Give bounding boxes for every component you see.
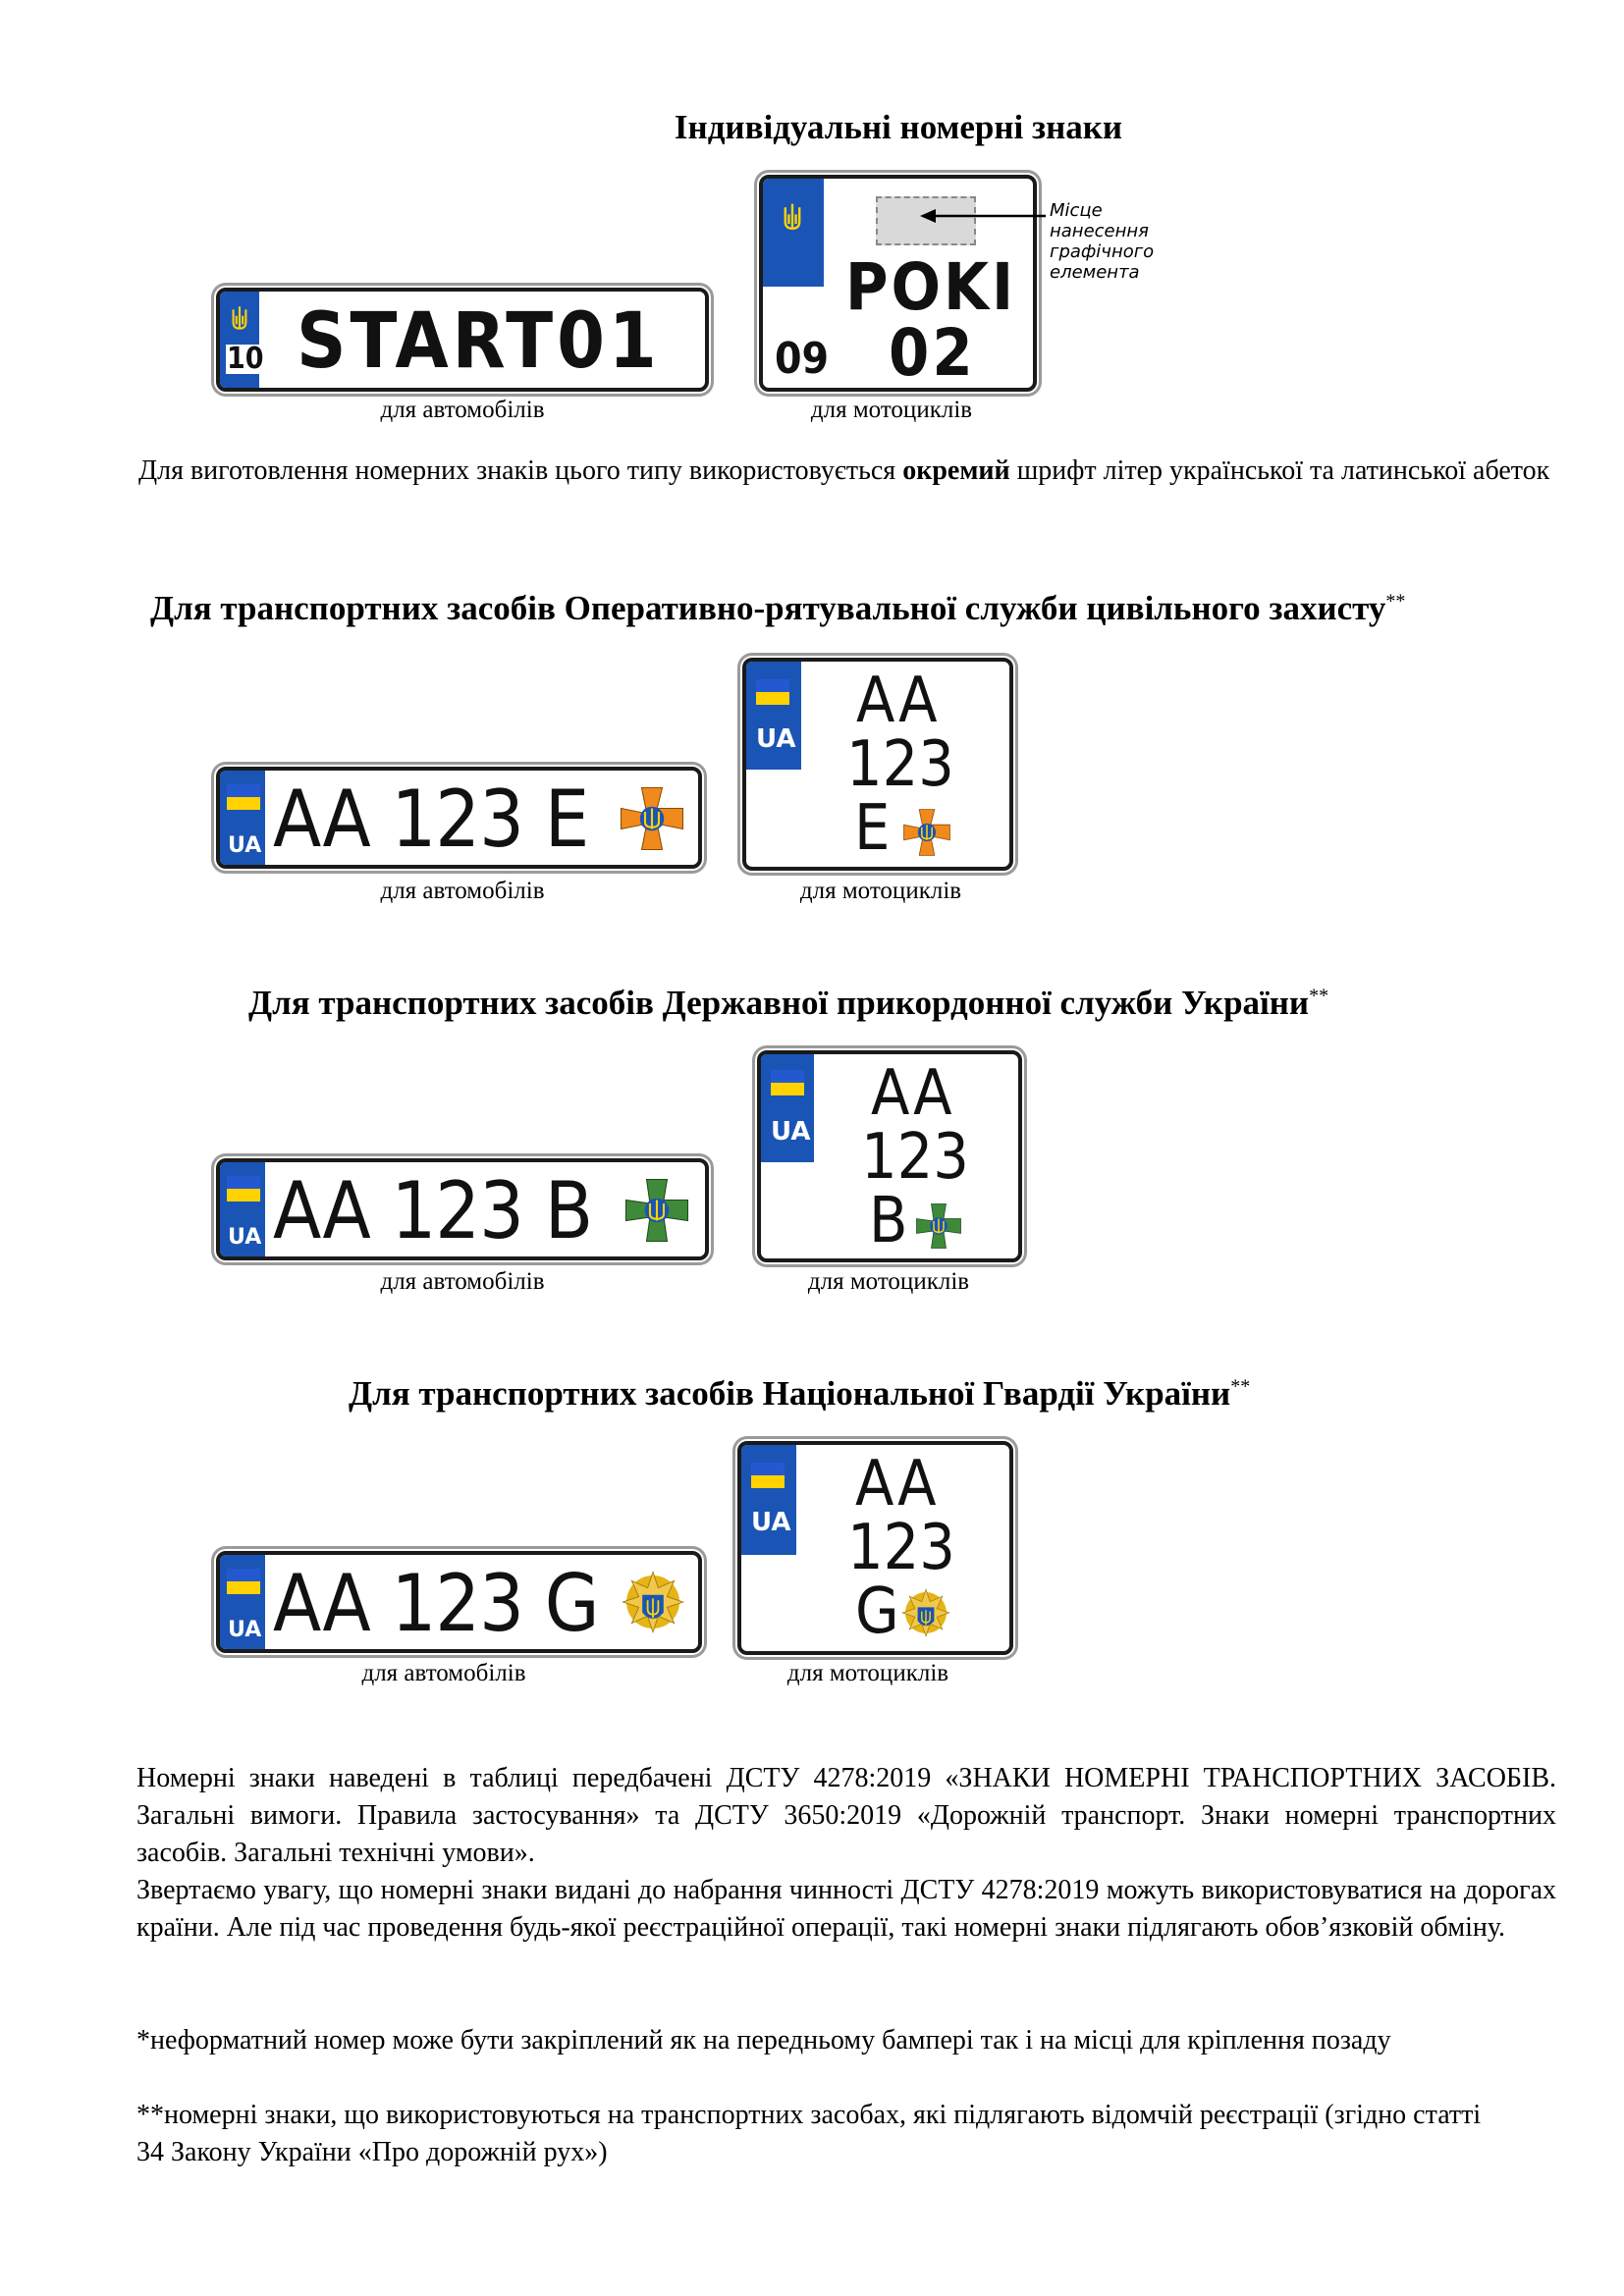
- plate-line-1: AA: [855, 1448, 939, 1521]
- plate-line-3: G: [855, 1575, 899, 1648]
- plate-number: START01: [297, 297, 661, 386]
- caption-car: для автомобілів: [380, 1268, 545, 1295]
- footnote-2: **номерні знаки, що використовуються на транспортних засобах, які підлягають відомчій реєстрації (згідно статті 34 Закону України «Про дорожній рух»): [136, 2100, 1482, 2167]
- ukraine-flag-icon: [227, 784, 260, 810]
- rescue-moto-plate: [742, 658, 1013, 871]
- country-code: UA: [228, 833, 262, 858]
- individual-note: [138, 453, 1552, 490]
- plate-line-1: POKI: [845, 249, 1017, 325]
- pointer-arrow: [918, 206, 1048, 226]
- plate-line-2: 123: [861, 1121, 969, 1194]
- caption-moto: для мотоциклів: [807, 1268, 970, 1295]
- ukraine-flag-icon: [227, 1569, 260, 1594]
- plate-region-code: 09: [775, 334, 830, 384]
- border-guard-emblem-icon: [914, 1201, 963, 1251]
- caption-moto: для мотоциклів: [799, 878, 962, 904]
- ukraine-flag-icon: [771, 1070, 804, 1095]
- rescue-emblem-icon: [618, 784, 686, 853]
- plate-number: AA 123 G: [273, 1558, 599, 1649]
- plate-region-code: 10: [227, 342, 264, 376]
- ukraine-flag-icon: [227, 1176, 260, 1201]
- rescue-car-plate: [216, 767, 702, 869]
- country-code: UA: [751, 1508, 791, 1537]
- national-guard-emblem-icon: [898, 1582, 953, 1643]
- plate-line-3: E: [854, 792, 891, 865]
- country-code: UA: [228, 1225, 262, 1250]
- border-guard-emblem-icon: [623, 1176, 691, 1245]
- note-text: Для виготовлення номерних знаків цього типу використовується: [138, 455, 903, 486]
- caption-car: для автомобілів: [380, 878, 545, 904]
- individual-car-plate: [216, 288, 709, 392]
- caption-car: для автомобілів: [380, 397, 545, 423]
- trident-icon: [229, 303, 250, 335]
- border-moto-plate: [757, 1050, 1022, 1262]
- plate-line-3: B: [869, 1185, 908, 1257]
- rescue-emblem-icon: [901, 807, 952, 858]
- graphic-element-label: Місце нанесення графічного елемента: [1050, 200, 1155, 283]
- section-heading-guard: Для транспортних засобів Національної Гвардії України**: [349, 1374, 1251, 1413]
- country-code: UA: [228, 1618, 262, 1642]
- footer-paragraph-notice: Звертаємо увагу, що номерні знаки видані до набрання чинності ДСТУ 4278:2019 можуть використовуватися на дорогах країни. Але під час проведення будь-якої реєстраційної операції, такі номерні знаки підлягають обов’язковій обміну.: [136, 1875, 1556, 1943]
- caption-moto: для мотоциклів: [810, 397, 973, 423]
- country-code: UA: [771, 1117, 811, 1147]
- guard-car-plate: [216, 1551, 702, 1653]
- plate-number: AA 123 B: [273, 1165, 593, 1256]
- national-guard-emblem-icon: [618, 1565, 688, 1639]
- trident-icon: [781, 200, 804, 236]
- caption-moto: для мотоциклів: [786, 1660, 949, 1686]
- ukraine-flag-icon: [751, 1463, 785, 1488]
- plate-line-1: AA: [871, 1057, 954, 1130]
- plate-line-2: 123: [847, 1512, 955, 1584]
- section-heading-border: Для транспортних засобів Державної прикордонної служби України**: [248, 984, 1329, 1022]
- footnote-1: *неформатний номер може бути закріплений як на передньому бампері так і на місці для кріплення позаду: [136, 2025, 1391, 2056]
- ukraine-flag-icon: [756, 679, 789, 705]
- country-code: UA: [756, 724, 796, 754]
- plate-line-1: AA: [856, 665, 940, 737]
- footer-paragraph-standards: Номерні знаки наведені в таблиці передбачені ДСТУ 4278:2019 «ЗНАКИ НОМЕРНІ ТРАНСПОРТНИХ ЗАСОБІВ. Загальні вимоги. Правила застосування» та ДСТУ 3650:2019 «Дорожній транспорт. Знаки номерні транспортних засобів. Загальні технічні умови».: [136, 1763, 1556, 1868]
- note-bold: окремий: [902, 455, 1010, 486]
- caption-car: для автомобілів: [361, 1660, 526, 1686]
- plate-line-2: 02: [889, 315, 976, 391]
- plate-number: AA 123 E: [273, 774, 589, 865]
- border-car-plate: [216, 1158, 709, 1260]
- section-heading-rescue: Для транспортних засобів Оперативно-рятувальної служби цивільного захисту**: [150, 589, 1406, 627]
- note-text: шрифт літер української та латинської абеток: [1009, 455, 1550, 486]
- guard-moto-plate: [737, 1441, 1013, 1655]
- section-heading-individual: Індивідуальні номерні знаки: [674, 108, 1123, 146]
- plate-line-2: 123: [846, 728, 954, 801]
